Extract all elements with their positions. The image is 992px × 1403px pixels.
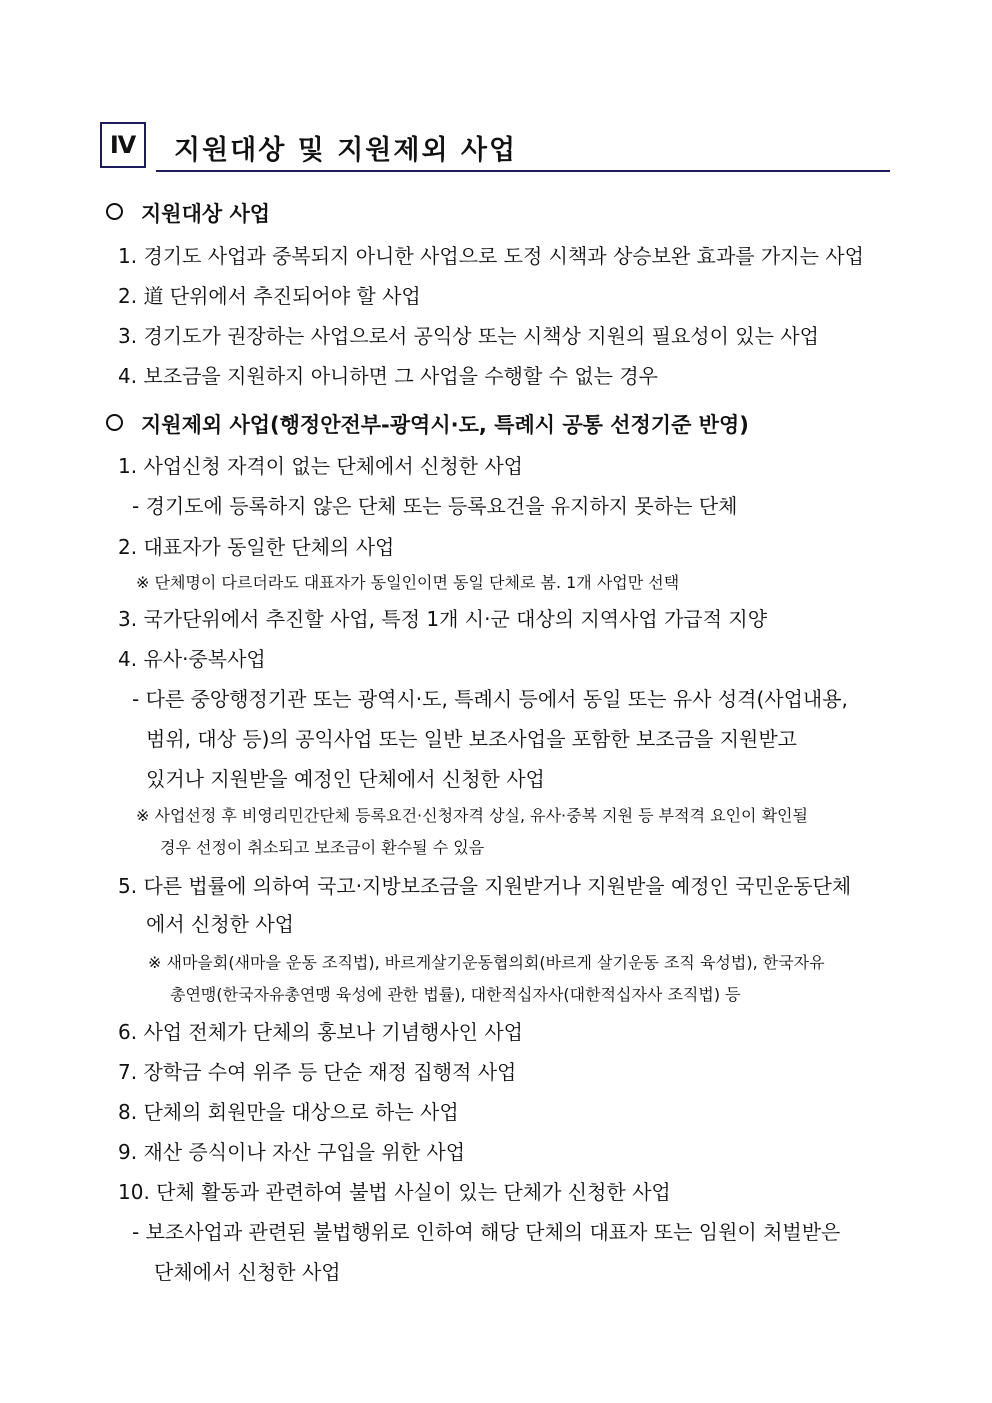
sub-item: - 다른 중앙행정기관 또는 광역시·도, 특례시 등에서 동일 또는 유사 성격(사업내용, [132, 687, 848, 711]
list-item: 3. 국가단위에서 추진할 사업, 특정 1개 시·군 대상의 지역사업 가급적 지양 [118, 607, 768, 631]
list-item: 7. 장학금 수여 위주 등 단순 재정 집행적 사업 [118, 1060, 517, 1084]
list-item: 8. 단체의 회원만을 대상으로 하는 사업 [118, 1100, 459, 1124]
note-line: ※ 단체명이 다르더라도 대표자가 동일인이면 동일 단체로 봄. 1개 사업만 선택 [136, 573, 680, 592]
list-item: 4. 유사·중복사업 [118, 647, 266, 671]
list-item: 5. 다른 법률에 의하여 국고·지방보조금을 지원받거나 지원받을 예정인 국민운동단체 [118, 874, 852, 898]
list-item: 2. 대표자가 동일한 단체의 사업 [118, 535, 395, 559]
list-item: 1. 경기도 사업과 중복되지 아니한 사업으로 도정 시책과 상승보완 효과를 가지는 사업 [118, 244, 864, 268]
circle-bullet-icon [106, 203, 123, 220]
section-support-target [106, 203, 270, 225]
heading-underline [156, 170, 890, 172]
note-line-continued: 경우 선정이 취소되고 보조금이 환수될 수 있음 [160, 838, 485, 857]
chapter-heading [100, 122, 890, 172]
list-item-continued: 에서 신청한 사업 [146, 912, 294, 936]
section-title: 지원제외 사업(행정안전부-광역시·도, 특례시 공통 선정기준 반영) [141, 413, 749, 437]
circle-bullet-icon [106, 414, 123, 431]
sub-item: - 보조사업과 관련된 불법행위로 인하여 해당 단체의 대표자 또는 임원이 처벌받은 [132, 1220, 841, 1244]
chapter-title: 지원대상 및 지원제외 사업 [174, 135, 518, 166]
list-item: 10. 단체 활동과 관련하여 불법 사실이 있는 단체가 신청한 사업 [118, 1180, 671, 1204]
section-support-exclusion [106, 414, 749, 436]
note-line: ※ 새마을회(새마을 운동 조직법), 바르게살기운동협의회(바르게 살기운동 조직 육성법), 한국자유 [148, 953, 825, 972]
sub-item-continued: 있거나 지원받을 예정인 단체에서 신청한 사업 [146, 767, 545, 791]
list-item: 2. 道 단위에서 추진되어야 할 사업 [118, 284, 421, 308]
list-item: 9. 재산 증식이나 자산 구입을 위한 사업 [118, 1140, 466, 1164]
list-item: 4. 보조금을 지원하지 아니하면 그 사업을 수행할 수 없는 경우 [118, 364, 658, 388]
section-title: 지원대상 사업 [141, 202, 271, 226]
chapter-numeral-box: Ⅳ [100, 122, 146, 168]
sub-item-continued: 범위, 대상 등)의 공익사업 또는 일반 보조사업을 포함한 보조금을 지원받고 [146, 727, 797, 751]
note-line-continued: 총연맹(한국자유총연맹 육성에 관한 법률), 대한적십자사(대한적십자사 조직법) 등 [170, 985, 741, 1004]
note-line: ※ 사업선정 후 비영리민간단체 등록요건·신청자격 상실, 유사·중복 지원 등 부적격 요인이 확인될 [136, 806, 808, 825]
list-item: 1. 사업신청 자격이 없는 단체에서 신청한 사업 [118, 454, 523, 478]
sub-item: - 경기도에 등록하지 않은 단체 또는 등록요건을 유지하지 못하는 단체 [132, 494, 738, 518]
sub-item-continued: 단체에서 신청한 사업 [154, 1260, 341, 1284]
list-item: 3. 경기도가 권장하는 사업으로서 공익상 또는 시책상 지원의 필요성이 있는 사업 [118, 324, 819, 348]
list-item: 6. 사업 전체가 단체의 홍보나 기념행사인 사업 [118, 1020, 523, 1044]
